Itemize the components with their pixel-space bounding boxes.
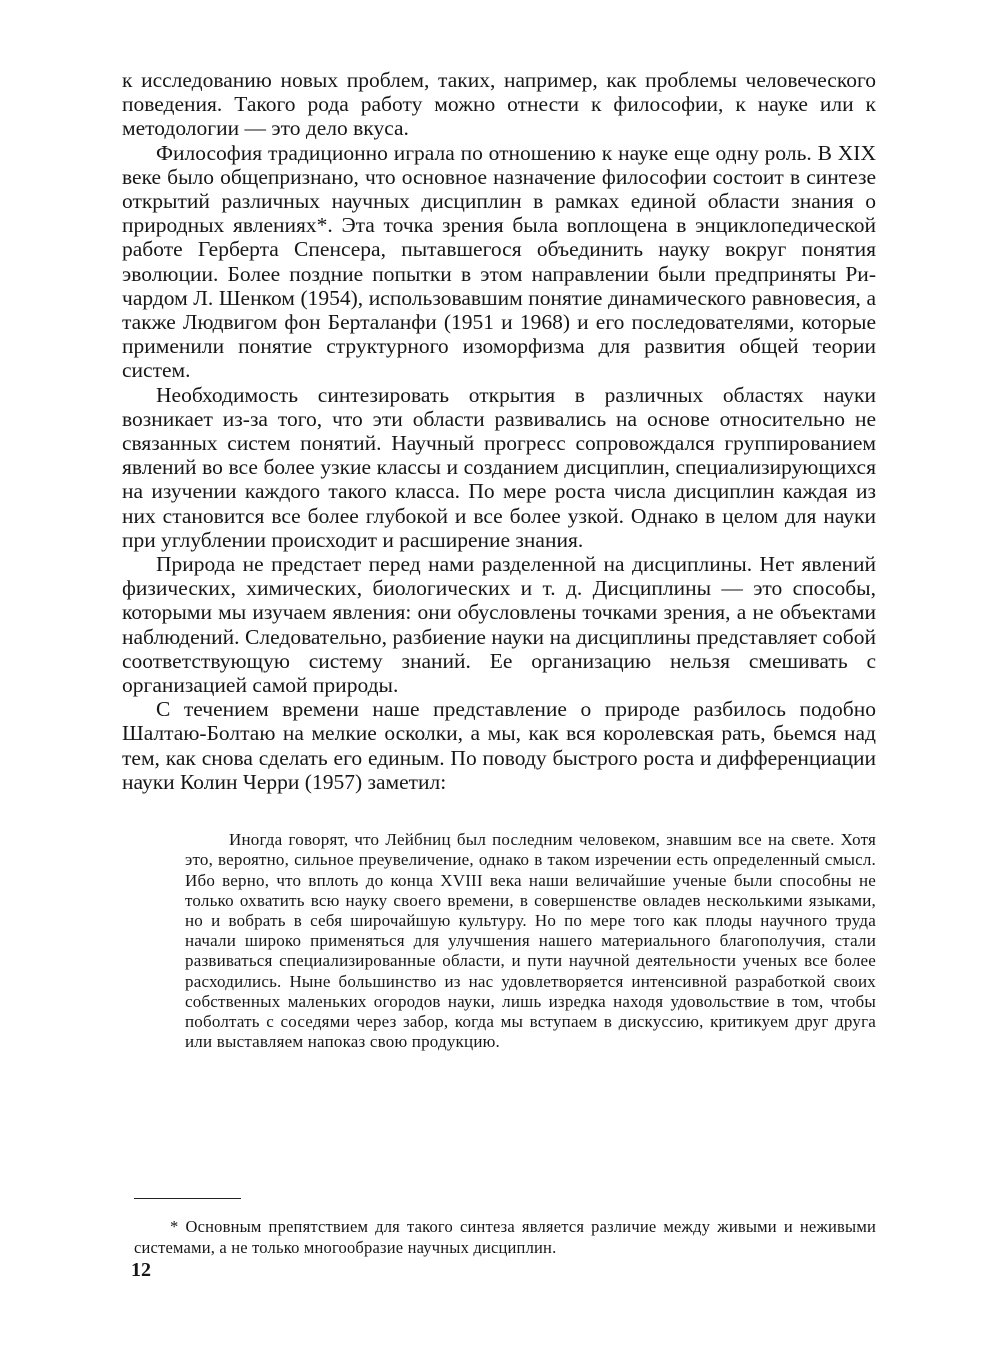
paragraph-humpty-dumpty: С течением времени наше представление о природе разбилось подобно Шалтаю-Болтаю на мелкие осколки, а мы, как вся королевская рать, бьемся над тем, как снова сделать его единым. По поводу быстрого роста и дифференциации науки Колин Черри (1957) заметил: (122, 697, 876, 794)
footnote-divider (134, 1198, 241, 1199)
paragraph-continuation: к исследованию новых проблем, таких, например, как проблемы человеческого поведения. Такого рода работу можно отнести к философии, к науке или к методологии — это дело вкуса. (122, 68, 876, 141)
block-quote (185, 830, 876, 1052)
paragraph-philosophy-synthesis: Философия традиционно играла по отношению к науке еще одну роль. В XIX веке было общепризнано, что основное назначение философии состоит в синтезе открытий различных научных дисциплин в рамках единой области знания о природных явлениях*. Эта точка зрения была воплощена в энциклопедической работе Герберта Спенсера, пытавшегося объединить науку вокруг понятия эволюции. Более поздние попытки в этом направлении были предприняты Ричардом Л. Шенком (1954), использовавшим понятие динамического равновесия, а также Людвигом фон Берталанфи (1951 и 1968) и его последователями, которые применили понятие структурного изоморфизма для развития общей теории систем. (122, 140, 876, 383)
quote-text: Иногда говорят, что Лейбниц был последним человеком, знавшим все на свете. Хотя это, вероятно, сильное преувеличение, однако в таком изречении есть определенный смысл. Ибо верно, что вплоть до конца XVIII века наши величайшие ученые были способны не только охватить всю науку своего времени, в совершенстве овладев несколькими языками, но и вобрать в себя широчайшую культуру. Но по мере того как плоды научного труда начали широко применяться для улучшения нашего материального благополучия, стали развиваться специализированные области, и пути научной деятельности ученых все более расходились. Ныне большинство из нас удовлетворяется интенсивной разработкой своих собственных маленьких огородов науки, лишь изредка находя удовольствие в том, чтобы поболтать с соседями через забор, когда мы вступаем в дискуссию, критикуем друг друга или выставляем напоказ свою продукцию. (185, 830, 876, 1052)
footnote (134, 1216, 876, 1258)
paragraph-need-for-synthesis: Необходимость синтезировать открытия в различных областях науки возникает из-за того, что эти области развивались на основе относительно не связанных систем понятий. Научный прогресс сопровождался группированием явлений во все более узкие классы и созданием дисциплин, специализирующихся на изучении каждого такого класса. По мере роста числа дисциплин каждая из них становится все более глубокой и все более узкой. Однако в целом для науки при углублении происходит и расширение знания. (122, 382, 876, 552)
paragraph-nature-disciplines: Природа не предстает перед нами разделенной на дисциплины. Нет явлений физических, химических, биологических и т. д. Дисциплины — это способы, которыми мы изучаем явления: они обусловлены точками зрения, а не объектами наблюдений. Следовательно, разбиение науки на дисциплины представляет собой соответствующую систему знаний. Ее организацию нельзя смешивать с организацией самой природы. (122, 552, 876, 698)
page-number: 12 (131, 1259, 151, 1281)
main-text (122, 68, 876, 794)
page-content (122, 68, 876, 1052)
footnote-text: * Основным препятствием для такого синтеза является различие между живыми и неживыми системами, а не только многообразие научных дисциплин. (134, 1217, 876, 1257)
